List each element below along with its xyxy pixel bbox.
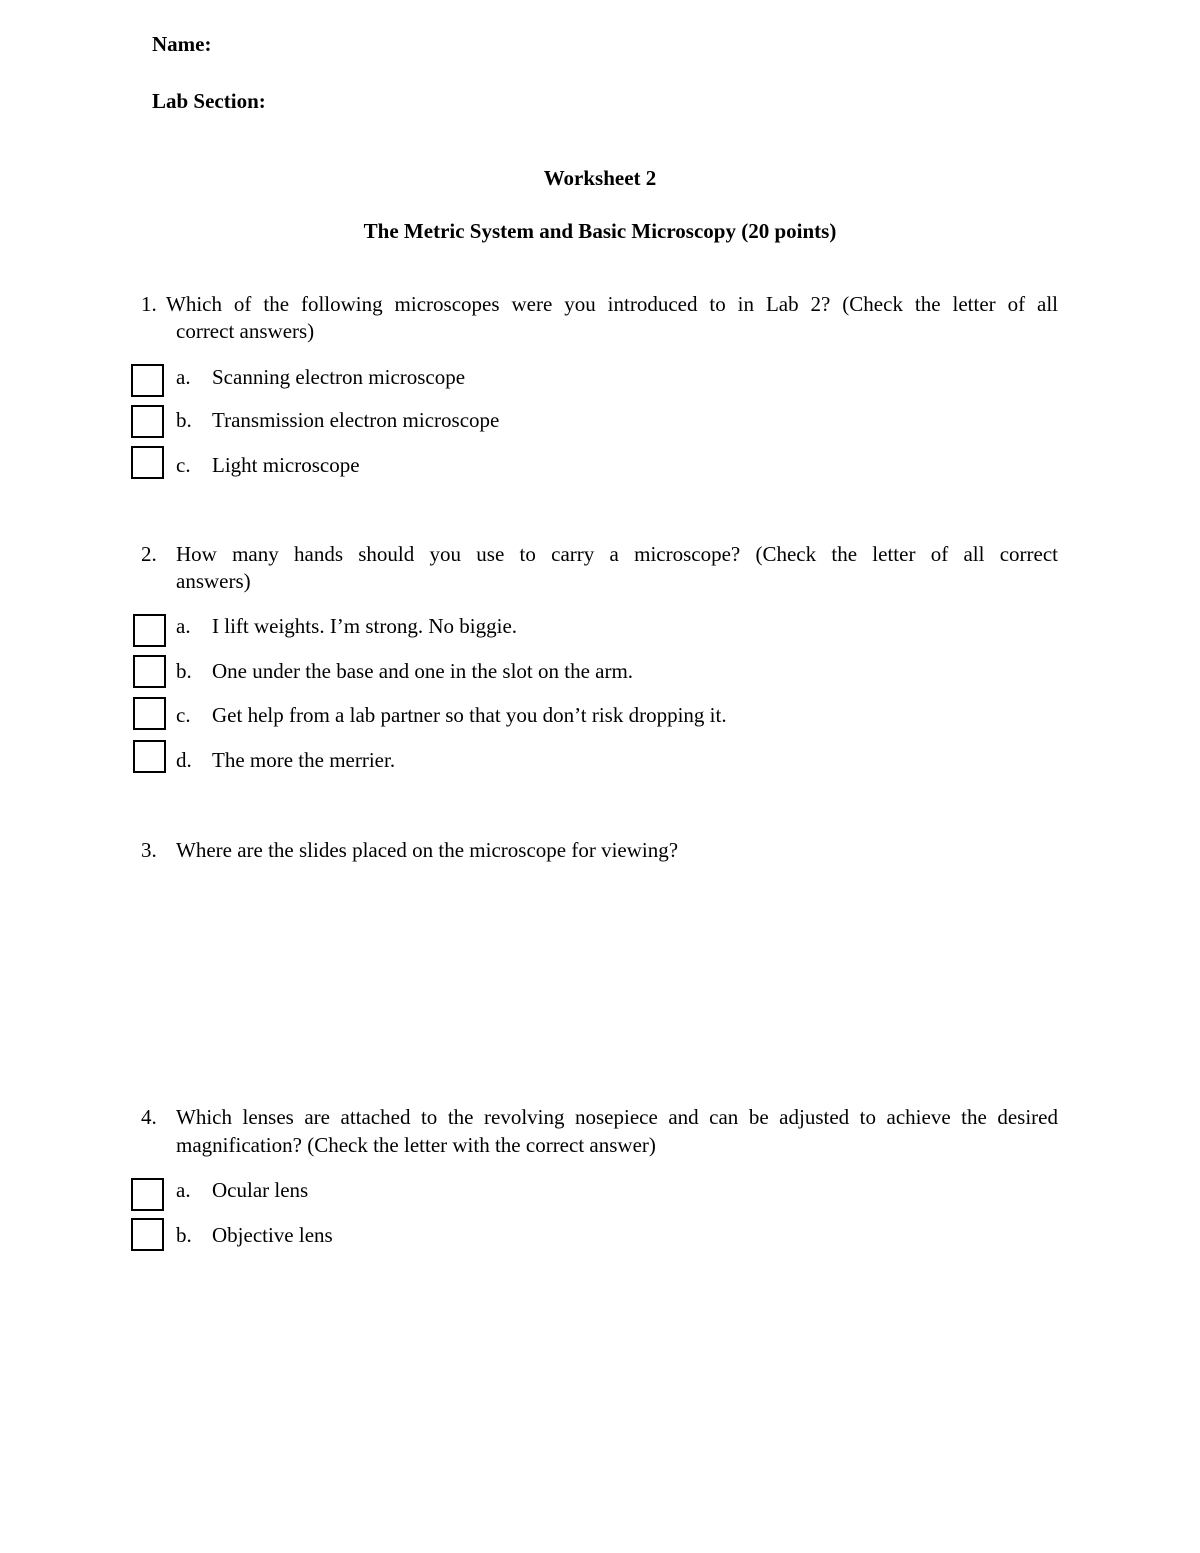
question-number: 1. (141, 292, 157, 316)
worksheet-title: Worksheet 2 (543, 166, 657, 190)
answer-checkbox[interactable] (131, 1218, 164, 1251)
option-letter: c. (176, 703, 191, 727)
question-number: 4. (141, 1105, 157, 1129)
option-text: Light microscope (212, 453, 360, 477)
question-text-line: answers) (176, 569, 251, 593)
question-text-line: magnification? (Check the letter with the correct answer) (176, 1133, 656, 1157)
option-letter: d. (176, 748, 192, 772)
option-text: Transmission electron microscope (212, 408, 500, 432)
question-text-line: Where are the slides placed on the microscope for viewing? (176, 838, 679, 862)
option-letter: b. (176, 659, 192, 683)
answer-checkbox[interactable] (133, 697, 166, 730)
question-number: 2. (141, 542, 157, 566)
answer-checkbox[interactable] (131, 1178, 164, 1211)
answer-checkbox[interactable] (133, 614, 166, 647)
answer-checkbox[interactable] (131, 405, 164, 438)
answer-checkbox[interactable] (133, 740, 166, 773)
option-text: I lift weights. I’m strong. No biggie. (212, 614, 518, 638)
question-text-line: Which lenses are attached to the revolving nosepiece and can be adjusted to achieve the desired (176, 1105, 1058, 1129)
answer-space[interactable] (176, 880, 1056, 1080)
worksheet-subtitle: The Metric System and Basic Microscopy (20 points) (363, 219, 837, 243)
option-text: Get help from a lab partner so that you don’t risk dropping it. (212, 703, 727, 727)
option-text: Ocular lens (212, 1178, 309, 1202)
question-number: 3. (141, 838, 157, 862)
option-text: Objective lens (212, 1223, 333, 1247)
answer-checkbox[interactable] (133, 655, 166, 688)
option-letter: b. (176, 1223, 192, 1247)
question-text-line: correct answers) (176, 319, 315, 343)
name-label: Name: (152, 32, 212, 56)
answer-checkbox[interactable] (131, 446, 164, 479)
answer-checkbox[interactable] (131, 364, 164, 397)
option-letter: a. (176, 614, 191, 638)
question-text-line: Which of the following microscopes were you introduced to in Lab 2? (Check the letter of all (166, 292, 1058, 316)
question-text-line: How many hands should you use to carry a microscope? (Check the letter of all correct (176, 542, 1058, 566)
lab-section-label: Lab Section: (152, 89, 266, 113)
option-letter: b. (176, 408, 192, 432)
option-text: The more the merrier. (212, 748, 396, 772)
option-letter: a. (176, 1178, 191, 1202)
option-letter: a. (176, 365, 191, 389)
option-letter: c. (176, 453, 191, 477)
option-text: Scanning electron microscope (212, 365, 466, 389)
option-text: One under the base and one in the slot on the arm. (212, 659, 634, 683)
